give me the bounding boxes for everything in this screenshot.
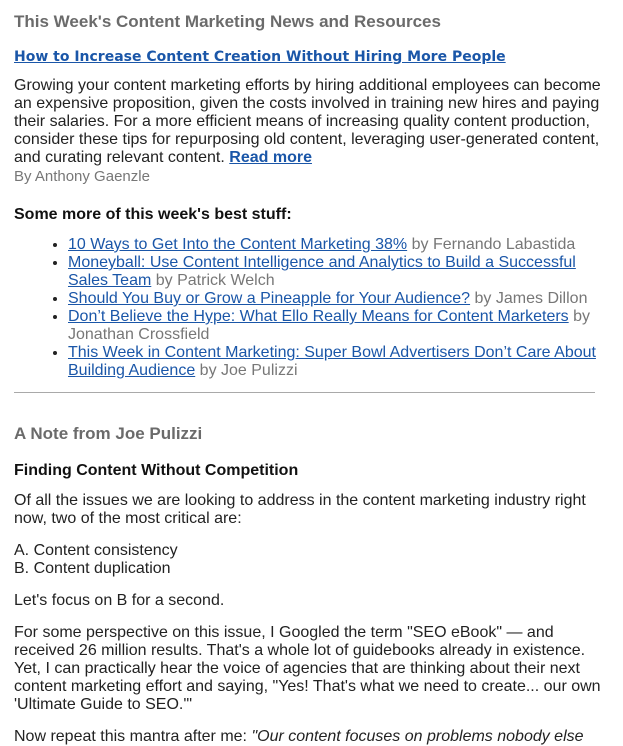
best-stuff-link-1[interactable]: 10 Ways to Get Into the Content Marketing 38% <box>68 236 408 253</box>
read-more-link[interactable]: Read more <box>229 149 312 166</box>
list-item-author: by James Dillon <box>474 290 588 307</box>
feature-body-text: Growing your content marketing efforts by hiring additional employees can become an expensive proposition, given the costs involved in training new hires and paying their salaries. For a more efficient means of increasing quality content production, consider these tips for repurposing old content, leveraging user-generated content, and curating relevant content. <box>14 77 601 166</box>
feature-byline: By Anthony Gaenzle <box>14 168 150 185</box>
section-divider <box>14 392 595 393</box>
best-stuff-link-2[interactable]: Moneyball: Use Content Intelligence and Analytics to Build a Successful Sales Team <box>68 254 576 289</box>
note-paragraph-2: Let's focus on B for a second. <box>14 592 225 609</box>
list-item <box>68 308 609 344</box>
list-item-author: by Patrick Welch <box>155 272 275 289</box>
note-list-item-b: B. Content duplication <box>14 560 171 577</box>
note-paragraph-1: Of all the issues we are looking to address in the content marketing industry right now, two of the most critical are: <box>14 492 586 527</box>
best-stuff-link-3[interactable]: Should You Buy or Grow a Pineapple for Your Audience? <box>68 290 471 307</box>
best-stuff-title: Some more of this week's best stuff: <box>14 206 292 223</box>
best-stuff-link-5[interactable]: This Week in Content Marketing: Super Bowl Advertisers Don’t Care About Building Audience <box>68 344 596 379</box>
feature-summary <box>14 77 609 167</box>
feature-headline-link[interactable]: How to Increase Content Creation Without Hiring More People <box>14 49 506 65</box>
note-section-title: A Note from Joe Pulizzi <box>14 424 203 443</box>
section-title: This Week's Content Marketing News and Resources <box>14 12 441 31</box>
list-item <box>68 290 609 308</box>
list-item-author: by Fernando Labastida <box>411 236 576 253</box>
best-stuff-link-4[interactable]: Don’t Believe the Hype: What Ello Really Means for Content Marketers <box>68 308 569 325</box>
note-article-title: Finding Content Without Competition <box>14 462 299 479</box>
list-item <box>68 254 609 290</box>
note-list-item-a: A. Content consistency <box>14 542 178 559</box>
note-mantra-prefix: Now repeat this mantra after me: <box>14 728 252 745</box>
note-paragraph-3: For some perspective on this issue, I Googled the term "SEO eBook" — and received 26 million results. That's a whole lot of guidebooks already in existence. Yet, I can practically hear the voice of agencies that are thinking about their next content marketing effort and saying, "Yes! That's what we need to create... our own 'Ultimate Guide to SEO.'" <box>14 624 601 713</box>
note-list <box>14 542 609 578</box>
list-item <box>68 344 609 380</box>
note-mantra-quote: "Our content focuses on problems nobody else <box>251 728 584 745</box>
list-item-author: by Joe Pulizzi <box>199 362 298 379</box>
list-item-author: by Jonathan Crossfield <box>68 308 591 343</box>
list-item <box>68 236 609 254</box>
best-stuff-list <box>14 236 609 380</box>
